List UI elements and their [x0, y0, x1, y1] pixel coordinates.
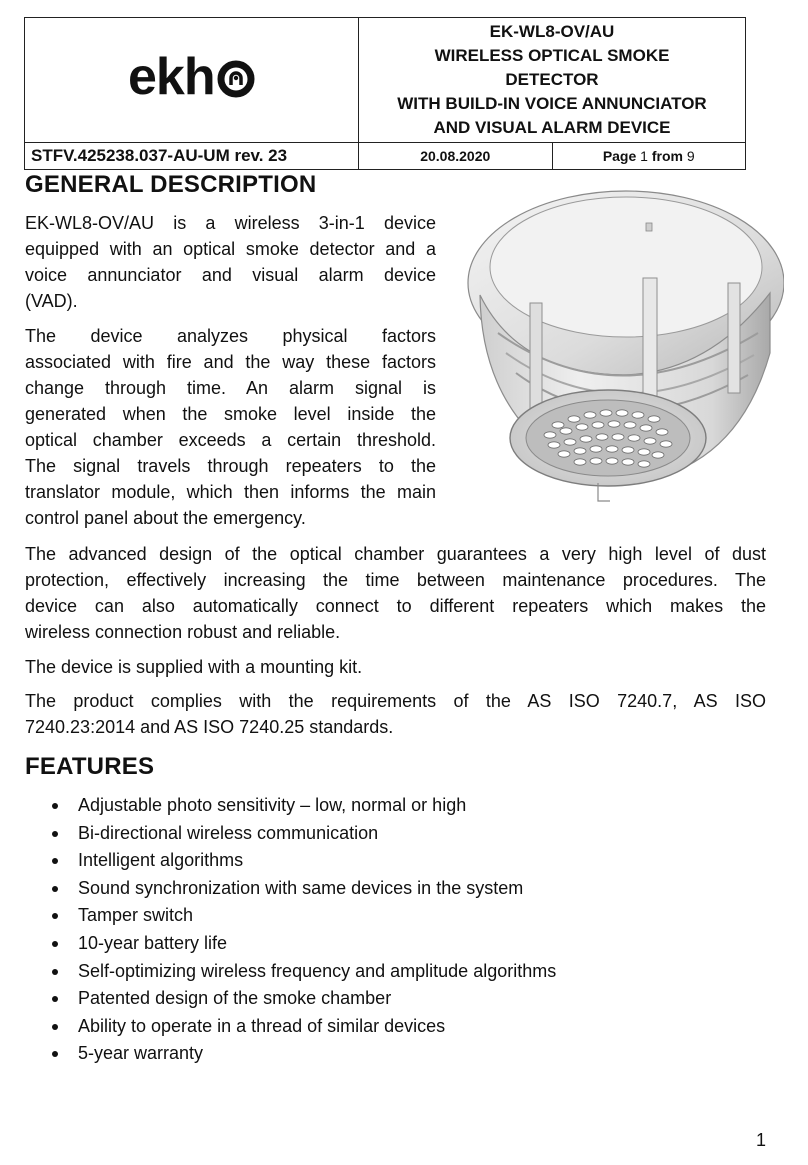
- text-line: control panel about the emergency.: [25, 508, 306, 528]
- intro-paragraph: [25, 210, 436, 314]
- text-line: The product complies with the requirements of the AS ISO 7240.7, AS ISO: [25, 691, 766, 711]
- ekho-logo: [122, 48, 262, 108]
- title-line-4: WITH BUILD-IN VOICE ANNUNCIATOR: [397, 94, 707, 113]
- feature-text: Bi-directional wireless communication: [78, 822, 379, 843]
- text-line: protection, effectively increasing the time between maintenance procedures. The: [25, 570, 766, 590]
- feature-item: [50, 847, 556, 875]
- text-line: associated with fire and the way these factors: [25, 352, 436, 372]
- bullet-icon: [52, 996, 58, 1002]
- title-line-2: WIRELESS OPTICAL SMOKE: [434, 46, 670, 65]
- feature-item: [50, 958, 556, 986]
- text-line: equipped with an optical smoke detector and a: [25, 239, 436, 259]
- feature-text: Ability to operate in a thread of similar devices: [78, 1015, 446, 1036]
- text-line: optical chamber exceeds a certain threshold.: [25, 430, 436, 450]
- text-line: The advanced design of the optical chamber guarantees a very high level of dust: [25, 544, 766, 564]
- feature-item: [50, 1040, 556, 1068]
- features-heading: FEATURES: [25, 753, 155, 780]
- text-line: 7240.23:2014 and AS ISO 7240.25 standards.: [25, 717, 394, 737]
- bullet-icon: [52, 803, 58, 809]
- bullet-icon: [52, 831, 58, 837]
- bullet-icon: [52, 886, 58, 892]
- bullet-icon: [52, 1051, 58, 1057]
- feature-text: Patented design of the smoke chamber: [78, 988, 392, 1009]
- page-current: 1: [640, 148, 648, 164]
- page-total: 9: [686, 148, 695, 164]
- feature-text: Sound synchronization with same devices in the system: [78, 877, 524, 898]
- mounting-kit-paragraph: The device is supplied with a mounting kit.: [25, 657, 363, 677]
- feature-item: [50, 792, 556, 820]
- features-list: [50, 792, 556, 1068]
- general-description-heading: GENERAL DESCRIPTION: [25, 171, 317, 198]
- bullet-icon: [52, 1024, 58, 1030]
- svg-text:ekh: ekh: [127, 47, 215, 106]
- document-code: STFV.425238.037-AU-UM rev. 23: [25, 143, 359, 170]
- document-header: [24, 17, 746, 170]
- feature-item: [50, 985, 556, 1013]
- text-line: translator module, which then informs the main: [25, 482, 436, 502]
- text-line: voice annunciator and visual alarm device: [25, 265, 436, 285]
- text-line: The signal travels through repeaters to the: [25, 456, 436, 476]
- smoke-detector-illustration: [458, 183, 784, 513]
- feature-text: Tamper switch: [78, 905, 194, 926]
- compliance-paragraph: [25, 688, 766, 740]
- text-line: EK-WL8-OV/AU is a wireless 3-in-1 device: [25, 213, 436, 233]
- feature-text: Intelligent algorithms: [78, 850, 244, 871]
- page-label: Page: [602, 148, 637, 164]
- feature-item: [50, 930, 556, 958]
- chamber-paragraph: [25, 541, 766, 645]
- page-indicator: [552, 143, 746, 170]
- page-from-label: from: [651, 148, 683, 164]
- text-line: change through time. An alarm signal is: [25, 378, 436, 398]
- feature-text: Self-optimizing wireless frequency and amplitude algorithms: [78, 960, 557, 981]
- title-line-3: DETECTOR: [505, 70, 599, 89]
- document-date: 20.08.2020: [359, 143, 553, 170]
- feature-text: 10-year battery life: [78, 932, 228, 953]
- text-line: The device analyzes physical factors: [25, 326, 436, 346]
- feature-item: [50, 875, 556, 903]
- feature-text: 5-year warranty: [78, 1043, 204, 1064]
- product-title: [359, 18, 746, 143]
- title-line-5: AND VISUAL ALARM DEVICE: [433, 118, 671, 137]
- text-line: wireless connection robust and reliable.: [25, 622, 341, 642]
- bullet-icon: [52, 969, 58, 975]
- title-line-1: EK-WL8-OV/AU: [489, 22, 615, 41]
- page-number: 1: [755, 1130, 766, 1150]
- bullet-icon: [52, 941, 58, 947]
- bullet-icon: [52, 913, 58, 919]
- analysis-paragraph: [25, 323, 436, 531]
- feature-text: Adjustable photo sensitivity – low, normal or high: [78, 795, 467, 815]
- feature-item: [50, 820, 556, 848]
- text-line: (VAD).: [25, 291, 78, 311]
- logo-cell: [25, 18, 359, 143]
- text-line: device can also automatically connect to different repeaters which makes the: [25, 596, 766, 616]
- feature-item: [50, 1013, 556, 1041]
- text-line: generated when the smoke level inside the: [25, 404, 436, 424]
- feature-item: [50, 902, 556, 930]
- bullet-icon: [52, 858, 58, 864]
